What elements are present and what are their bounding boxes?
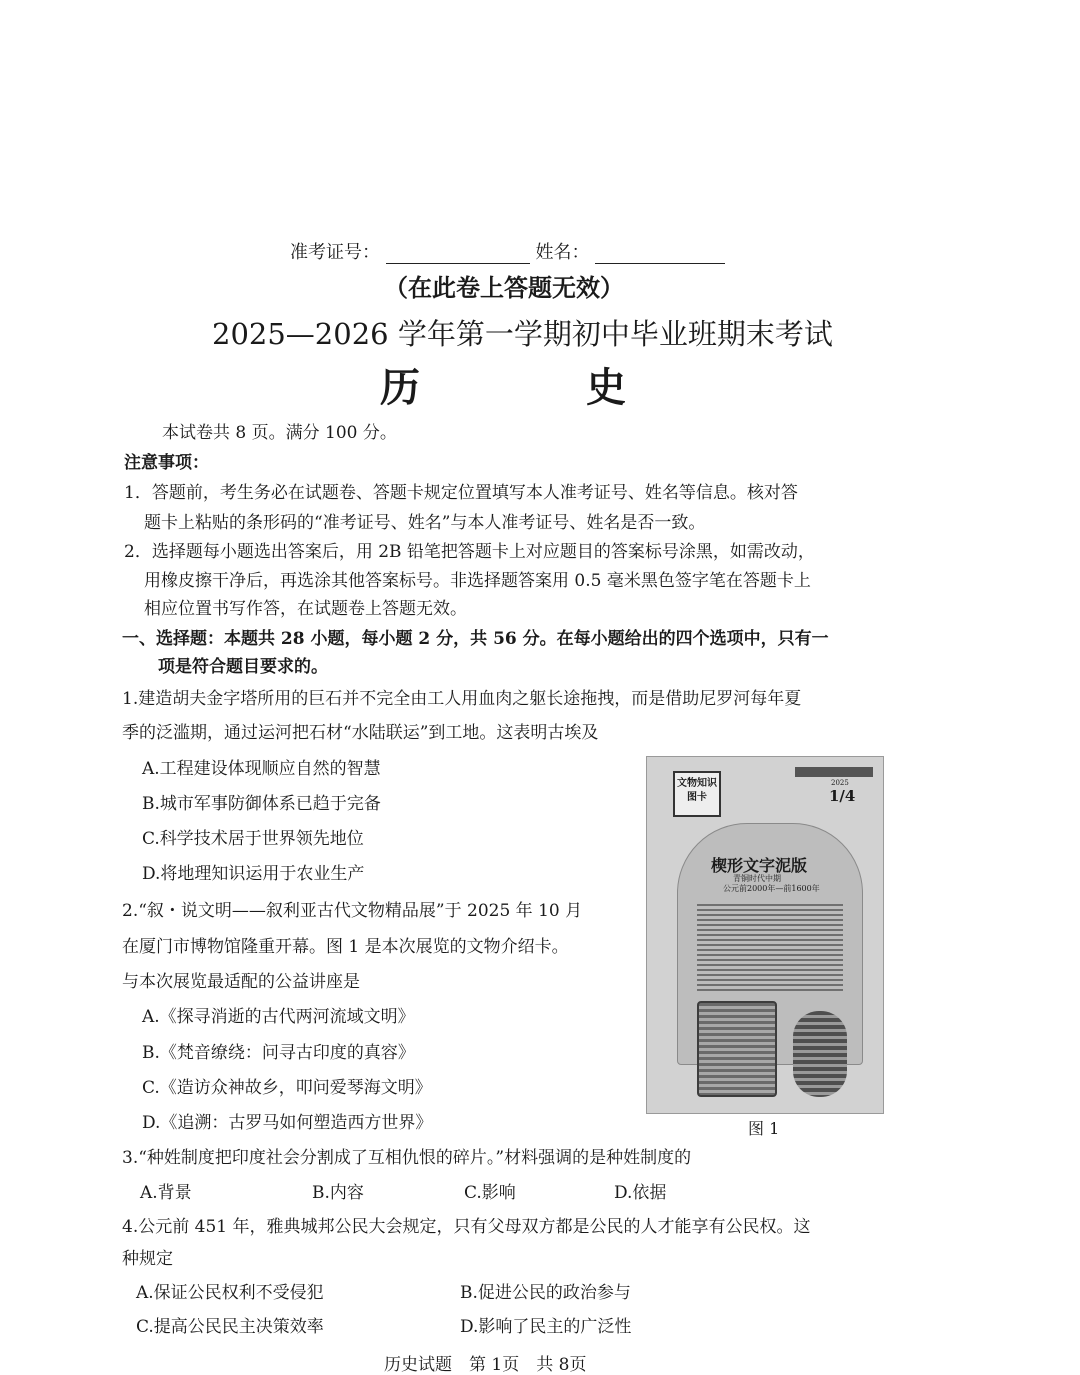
question-4-option-c: C.提高公民民主决策效率: [136, 1317, 324, 1337]
notice-heading: 注意事项：: [124, 453, 209, 473]
notice-item-1-line-1: 1．答题前，考生务必在试题卷、答题卡规定位置填写本人准考证号、姓名等信息。核对答: [124, 483, 798, 503]
clay-tablet-image: [697, 1001, 777, 1097]
section-1-instructions-line-2: 项是符合题目要求的。: [158, 657, 328, 677]
question-3-option-c: C.影响: [464, 1183, 516, 1203]
notice-item-2-line-3: 相应位置书写作答，在试题卷上答题无效。: [144, 599, 467, 619]
question-1-option-a: A.工程建设体现顺应自然的智慧: [142, 759, 381, 779]
artifact-period: 青铜时代中期: [733, 874, 781, 883]
question-1-option-d: D.将地理知识运用于农业生产: [142, 864, 365, 884]
figure-1-artifact-card: [646, 756, 884, 1114]
artifact-title: 楔形文字泥版: [711, 856, 808, 875]
artifact-date-range: 公元前2000年—前1600年: [723, 884, 820, 893]
subject-title-char-2: 史: [586, 364, 626, 411]
question-3-option-b: B.内容: [312, 1183, 364, 1203]
card-badge-year: 2025: [831, 779, 849, 787]
question-3-stem: 3.“种姓制度把印度社会分割成了互相仇恨的碎片。”材料强调的是种姓制度的: [122, 1148, 692, 1168]
page-footer: 历史试题 第 1页 共 8页: [384, 1355, 587, 1375]
invalid-answer-note: （在此卷上答题无效）: [384, 273, 624, 302]
clay-cylinder-image: [793, 1011, 847, 1097]
question-2-option-d: D.《追溯：古罗马如何塑造西方世界》: [142, 1113, 433, 1133]
exam-number-label: 准考证号：: [290, 242, 380, 263]
question-4-stem-line-1: 4.公元前 451 年，雅典城邦公民大会规定，只有父母双方都是公民的人才能享有公民权。这: [122, 1217, 811, 1237]
question-1-option-c: C.科学技术居于世界领先地位: [142, 829, 364, 849]
question-1-stem-line-1: 1.建造胡夫金字塔所用的巨石并不完全由工人用血肉之躯长途拖拽，而是借助尼罗河每年夏: [122, 689, 802, 709]
question-3-option-a: A.背景: [140, 1183, 192, 1203]
question-1-stem-line-2: 季的泛滥期，通过运河把石材“水陆联运”到工地。这表明古埃及: [122, 723, 599, 743]
question-4-option-b: B.促进公民的政治参与: [460, 1283, 631, 1303]
notice-item-2-line-2: 用橡皮擦干净后，再选涂其他答案标号。非选择题答案用 0.5 毫米黑色签字笔在答题卡上: [144, 571, 811, 591]
figure-1-caption: 图 1: [748, 1119, 780, 1138]
question-2-stem-line-1: 2.“叙・说文明——叙利亚古代文物精品展”于 2025 年 10 月: [122, 901, 583, 921]
notice-item-2-line-1: 2．选择题每小题选出答案后，用 2B 铅笔把答题卡上对应题目的答案标号涂黑，如需改动，: [124, 542, 815, 562]
museum-logo: [795, 767, 873, 777]
question-2-stem-line-2: 在厦门市博物馆隆重开幕。图 1 是本次展览的文物介绍卡。: [122, 937, 569, 957]
section-1-instructions-line-1: 一、选择题：本题共 28 小题，每小题 2 分，共 56 分。在每小题给出的四个选项中，只有一: [122, 629, 829, 649]
question-2-stem-line-3: 与本次展览最适配的公益讲座是: [122, 972, 360, 992]
question-1-option-b: B.城市军事防御体系已趋于完备: [142, 794, 381, 814]
question-2-option-c: C.《造访众神故乡，叩问爱琴海文明》: [142, 1078, 432, 1098]
paper-intro: 本试卷共 8 页。满分 100 分。: [162, 423, 397, 443]
question-2-option-b: B.《梵音缭绕：问寻古印度的真容》: [142, 1043, 415, 1063]
candidate-info-line: [290, 238, 725, 264]
artifact-description-text-block: [697, 901, 843, 993]
artifact-card-tag: 文物知识图卡: [673, 771, 721, 817]
notice-item-1-line-2: 题卡上粘贴的条形码的“准考证号、姓名”与本人准考证号、姓名是否一致。: [144, 513, 706, 533]
card-badge-number: 1/4: [829, 787, 856, 805]
exam-title: 2025—2026 学年第一学期初中毕业班期末考试: [212, 317, 833, 351]
question-4-stem-line-2: 种规定: [122, 1249, 173, 1269]
subject-title-char-1: 历: [380, 364, 420, 411]
question-4-option-a: A.保证公民权利不受侵犯: [136, 1283, 324, 1303]
question-3-option-d: D.依据: [614, 1183, 667, 1203]
name-label: 姓名：: [535, 242, 590, 263]
exam-number-blank: [386, 247, 530, 264]
question-4-option-d: D.影响了民主的广泛性: [460, 1317, 632, 1337]
name-blank: [595, 247, 725, 264]
question-2-option-a: A.《探寻消逝的古代两河流域文明》: [142, 1007, 415, 1027]
